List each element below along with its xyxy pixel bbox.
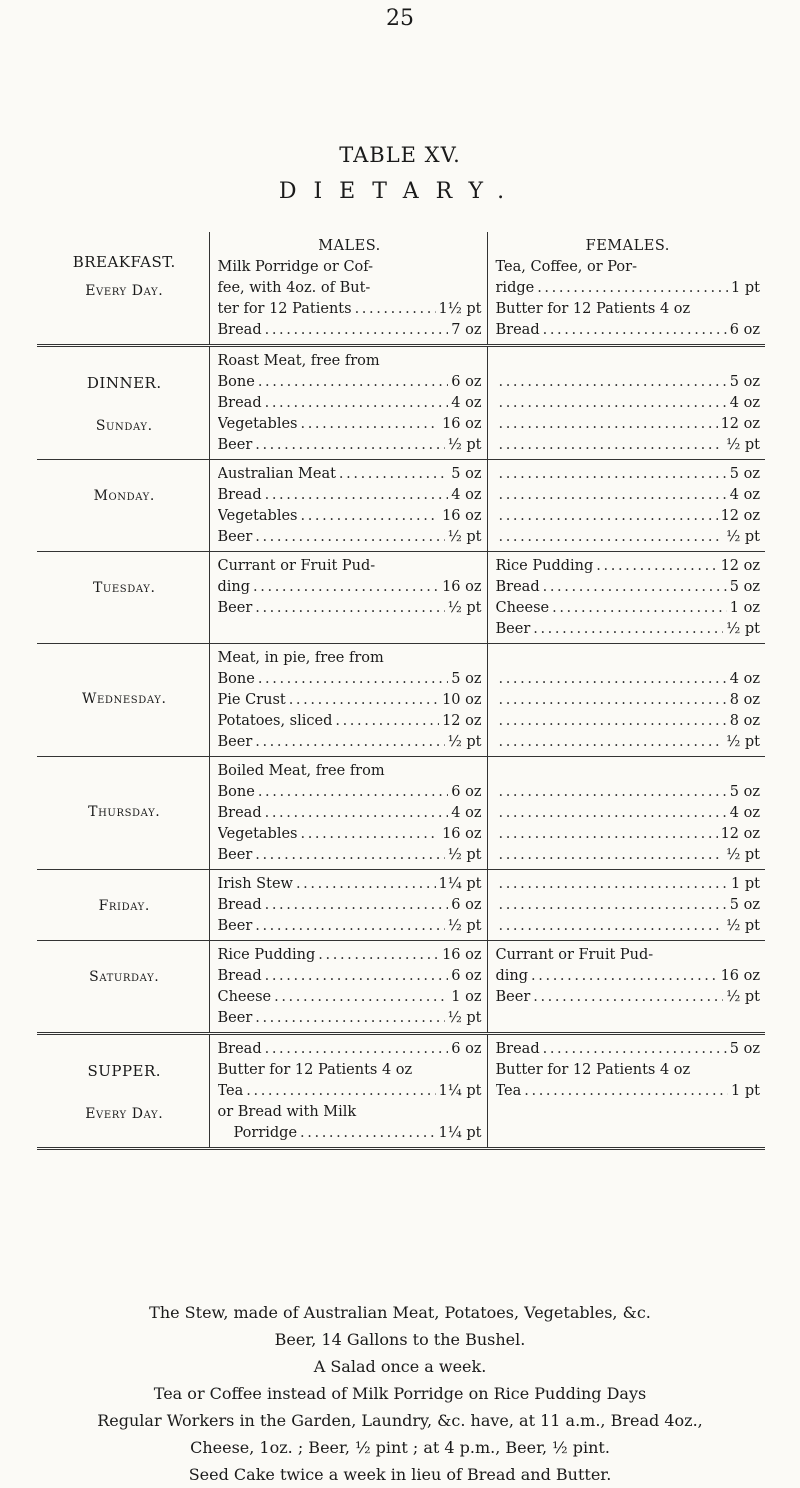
tuesday-males-cell	[209, 552, 487, 644]
footnote: The Stew, made of Australian Meat, Potatoes, Vegetables, &c.	[149, 1303, 651, 1322]
wednesday-males-cell	[209, 644, 487, 757]
dinner-sunday-row	[37, 346, 765, 460]
breakfast-day-cell	[37, 232, 209, 346]
leader-dots	[255, 732, 444, 753]
food-name: Beer	[217, 847, 253, 863]
leader-dots	[543, 1039, 727, 1060]
sunday-females-cell	[487, 346, 765, 460]
leader-dots	[499, 782, 727, 803]
food-qty: ½ pt	[447, 918, 482, 934]
food-item	[496, 464, 761, 485]
leader-dots	[265, 485, 449, 506]
food-item	[218, 485, 482, 506]
food-qty: 1½ pt	[438, 301, 482, 317]
food-qty: 1¼ pt	[438, 876, 482, 892]
food-name: Tea	[495, 1083, 522, 1099]
day-name: Every Day.	[85, 1106, 164, 1122]
food-name: Beer	[495, 989, 531, 1005]
leader-dots	[499, 506, 718, 527]
food-item	[496, 845, 761, 866]
food-name: Cheese	[217, 989, 272, 1005]
leader-dots	[499, 690, 727, 711]
food-qty: 16 oz	[720, 968, 760, 984]
food-name: Rice Pudding	[217, 947, 316, 963]
food-item	[218, 874, 482, 895]
wednesday-day-cell	[37, 644, 209, 757]
food-qty: 1 pt	[731, 1083, 760, 1099]
food-name: Potatoes, sliced	[217, 713, 333, 729]
thursday-day-cell	[37, 757, 209, 870]
food-qty: 6 oz	[451, 374, 482, 390]
food-qty: 16 oz	[442, 947, 482, 963]
food-item	[218, 598, 482, 619]
leader-dots	[265, 803, 449, 824]
food-line: Currant or Fruit Pud-	[495, 947, 654, 963]
food-name: Bread	[495, 322, 540, 338]
food-qty: 8 oz	[729, 692, 760, 708]
food-name: Beer	[217, 437, 253, 453]
sunday-males-cell	[209, 346, 487, 460]
leader-dots	[265, 895, 449, 916]
leader-dots	[255, 527, 444, 548]
leader-dots	[255, 845, 444, 866]
food-name: Bone	[217, 671, 255, 687]
leader-dots	[289, 690, 439, 711]
dinner-tuesday-row	[37, 552, 765, 644]
day-name: Tuesday.	[92, 580, 156, 596]
leader-dots	[499, 372, 727, 393]
food-line: Butter for 12 Patients 4 oz	[217, 1062, 413, 1078]
leader-dots	[255, 1008, 444, 1029]
meal-name: BREAKFAST.	[72, 253, 176, 271]
food-qty: 1¼ pt	[438, 1083, 482, 1099]
leader-dots	[499, 464, 727, 485]
food-item	[218, 393, 482, 414]
leader-dots	[339, 464, 448, 485]
leader-dots	[543, 320, 727, 341]
table-subtitle: DIETARY.	[278, 179, 522, 204]
food-name: Australian Meat	[217, 466, 336, 482]
food-item	[496, 619, 761, 640]
food-item	[496, 372, 761, 393]
tuesday-day-cell	[37, 552, 209, 644]
food-item	[218, 1123, 482, 1144]
dinner-wednesday-row	[37, 644, 765, 757]
monday-day-cell	[37, 460, 209, 552]
food-name: Bread	[495, 1041, 540, 1057]
food-item	[496, 669, 761, 690]
friday-females-cell	[487, 870, 765, 941]
food-qty: ½ pt	[726, 621, 760, 637]
food-qty: 5 oz	[729, 579, 760, 595]
leader-dots	[499, 916, 724, 937]
food-qty: ½ pt	[726, 437, 760, 453]
food-item	[218, 414, 482, 435]
food-qty: 1 pt	[731, 280, 760, 296]
food-item	[218, 577, 482, 598]
food-qty: 6 oz	[451, 968, 482, 984]
leader-dots	[255, 435, 444, 456]
food-name: Rice Pudding	[495, 558, 594, 574]
day-name: Thursday.	[88, 804, 161, 820]
food-item	[218, 803, 482, 824]
food-line: Butter for 12 Patients 4 oz	[495, 1062, 691, 1078]
food-qty: ½ pt	[447, 734, 482, 750]
food-item	[218, 966, 482, 987]
food-name: Porridge	[233, 1125, 298, 1141]
food-item	[218, 987, 482, 1008]
leader-dots	[524, 1081, 728, 1102]
meal-name: SUPPER.	[87, 1062, 162, 1080]
food-qty: ½ pt	[447, 1010, 482, 1026]
food-item	[496, 414, 761, 435]
footnote: Beer, 14 Gallons to the Bushel.	[274, 1330, 526, 1349]
food-qty: 5 oz	[451, 466, 482, 482]
leader-dots	[265, 1039, 449, 1060]
page-number: 25	[386, 6, 414, 31]
food-name: Bread	[217, 805, 262, 821]
food-name: Bread	[217, 1041, 262, 1057]
wednesday-females-cell	[487, 644, 765, 757]
monday-females-cell	[487, 460, 765, 552]
food-item	[218, 845, 482, 866]
food-item	[218, 690, 482, 711]
leader-dots	[258, 669, 448, 690]
food-qty: 10 oz	[442, 692, 482, 708]
leader-dots	[255, 598, 444, 619]
food-item	[218, 782, 482, 803]
food-item	[496, 711, 761, 732]
food-item	[496, 782, 761, 803]
leader-dots	[258, 782, 448, 803]
day-name: Monday.	[93, 488, 155, 504]
food-name: Beer	[217, 529, 253, 545]
food-item	[218, 1081, 482, 1102]
food-qty: 12 oz	[720, 826, 760, 842]
leader-dots	[543, 577, 727, 598]
food-name: Bread	[217, 487, 262, 503]
leader-dots	[265, 320, 449, 341]
leader-dots	[499, 895, 727, 916]
footnote: Regular Workers in the Garden, Laundry, &c. have, at 11 a.m., Bread 4oz.,	[97, 1411, 703, 1430]
sunday-day-cell	[37, 346, 209, 460]
food-name: Bread	[217, 395, 262, 411]
friday-day-cell	[37, 870, 209, 941]
food-qty: 4 oz	[729, 487, 760, 503]
food-item	[496, 556, 761, 577]
food-name: Bread	[217, 897, 262, 913]
day-name: Wednesday.	[82, 691, 167, 707]
friday-males-cell	[209, 870, 487, 941]
food-name: Bread	[217, 968, 262, 984]
food-item	[496, 874, 761, 895]
leader-dots	[537, 278, 728, 299]
food-name: ding	[495, 968, 529, 984]
food-qty: ½ pt	[726, 918, 760, 934]
food-item	[218, 299, 482, 320]
food-name: ding	[217, 579, 251, 595]
leader-dots	[499, 435, 724, 456]
leader-dots	[596, 556, 717, 577]
food-name: Vegetables	[217, 508, 298, 524]
food-qty: 4 oz	[451, 805, 482, 821]
males-heading: MALES.	[318, 238, 381, 254]
leader-dots	[533, 619, 723, 640]
food-qty: 4 oz	[729, 395, 760, 411]
food-line: Milk Porridge or Cof-	[217, 259, 374, 275]
food-qty: 1 oz	[729, 600, 760, 616]
food-qty: 6 oz	[729, 322, 760, 338]
food-qty: ½ pt	[726, 529, 760, 545]
food-line: Meat, in pie, free from	[217, 650, 384, 666]
food-item	[496, 393, 761, 414]
food-item	[496, 1081, 761, 1102]
meal-name: DINNER.	[86, 374, 162, 392]
food-item	[218, 1039, 482, 1060]
leader-dots	[300, 1123, 435, 1144]
dinner-saturday-row	[37, 941, 765, 1034]
food-item	[218, 435, 482, 456]
leader-dots	[499, 414, 718, 435]
food-qty: 16 oz	[442, 579, 482, 595]
food-item	[218, 824, 482, 845]
food-name: Beer	[217, 600, 253, 616]
leader-dots	[552, 598, 727, 619]
food-qty: ½ pt	[726, 847, 760, 863]
food-qty: 16 oz	[442, 826, 482, 842]
breakfast-males-cell	[209, 232, 487, 346]
food-qty: 12 oz	[720, 416, 760, 432]
leader-dots	[499, 803, 727, 824]
leader-dots	[265, 393, 449, 414]
food-item	[218, 372, 482, 393]
food-line: Tea, Coffee, or Por-	[495, 259, 637, 275]
footnote: Cheese, 1oz. ; Beer, ½ pint ; at 4 p.m., Beer, ½ pint.	[190, 1438, 610, 1457]
thursday-females-cell	[487, 757, 765, 870]
food-name: Cheese	[495, 600, 550, 616]
food-line: Currant or Fruit Pud-	[217, 558, 376, 574]
saturday-day-cell	[37, 941, 209, 1034]
food-qty: 16 oz	[442, 416, 482, 432]
food-line: or Bread with Milk	[217, 1104, 357, 1120]
food-qty: ½ pt	[447, 437, 482, 453]
food-qty: ½ pt	[447, 847, 482, 863]
food-qty: 1 oz	[451, 989, 482, 1005]
leader-dots	[531, 966, 718, 987]
food-item	[496, 485, 761, 506]
food-item	[496, 598, 761, 619]
food-item	[496, 966, 761, 987]
food-name: Beer	[217, 1010, 253, 1026]
food-item	[496, 435, 761, 456]
food-qty: 6 oz	[451, 784, 482, 800]
leader-dots	[335, 711, 439, 732]
food-item	[496, 803, 761, 824]
food-qty: ½ pt	[447, 529, 482, 545]
food-qty: 12 oz	[720, 558, 760, 574]
supper-row	[37, 1034, 765, 1149]
food-item	[496, 577, 761, 598]
footnote: Seed Cake twice a week in lieu of Bread and Butter.	[188, 1465, 612, 1484]
food-qty: ½ pt	[447, 600, 482, 616]
breakfast-row	[37, 232, 765, 346]
supper-day-cell	[37, 1034, 209, 1149]
day-name: Sunday.	[95, 418, 153, 434]
tuesday-females-cell	[487, 552, 765, 644]
leader-dots	[301, 824, 440, 845]
food-name: Beer	[217, 734, 253, 750]
leader-dots	[265, 966, 449, 987]
food-qty: ½ pt	[726, 989, 760, 1005]
table-title: TABLE XV.	[339, 143, 461, 167]
food-qty: 5 oz	[729, 1041, 760, 1057]
food-qty: 5 oz	[729, 784, 760, 800]
food-item	[218, 1008, 482, 1029]
food-item	[496, 690, 761, 711]
leader-dots	[499, 669, 727, 690]
food-item	[496, 895, 761, 916]
food-qty: 7 oz	[451, 322, 482, 338]
food-item	[496, 527, 761, 548]
food-item	[496, 506, 761, 527]
food-item	[496, 732, 761, 753]
food-name: Beer	[495, 621, 531, 637]
food-qty: 1 pt	[731, 876, 760, 892]
food-name: Tea	[217, 1083, 244, 1099]
food-qty: 5 oz	[729, 466, 760, 482]
leader-dots	[499, 393, 727, 414]
food-name: Bread	[217, 322, 262, 338]
leader-dots	[255, 916, 444, 937]
leader-dots	[301, 414, 440, 435]
food-name: Bone	[217, 784, 255, 800]
saturday-males-cell	[209, 941, 487, 1034]
food-qty: 16 oz	[442, 508, 482, 524]
leader-dots	[499, 732, 724, 753]
food-item	[218, 669, 482, 690]
leader-dots	[355, 299, 436, 320]
food-qty: 4 oz	[451, 487, 482, 503]
food-name: Pie Crust	[217, 692, 286, 708]
food-name: ter for 12 Patients	[217, 301, 352, 317]
leader-dots	[499, 711, 727, 732]
leader-dots	[246, 1081, 435, 1102]
food-qty: 6 oz	[451, 897, 482, 913]
leader-dots	[499, 845, 724, 866]
breakfast-females-cell	[487, 232, 765, 346]
food-item	[218, 506, 482, 527]
dinner-monday-row	[37, 460, 765, 552]
food-item	[218, 945, 482, 966]
leader-dots	[253, 577, 439, 598]
footnote: Tea or Coffee instead of Milk Porridge on Rice Pudding Days	[153, 1384, 647, 1403]
supper-females-cell	[487, 1034, 765, 1149]
food-item	[218, 711, 482, 732]
dinner-friday-row	[37, 870, 765, 941]
food-item	[496, 824, 761, 845]
food-item	[496, 1039, 761, 1060]
food-line: Boiled Meat, free from	[217, 763, 385, 779]
food-item	[218, 895, 482, 916]
food-item	[496, 987, 761, 1008]
food-qty: 12 oz	[720, 508, 760, 524]
supper-males-cell	[209, 1034, 487, 1149]
food-qty: 4 oz	[729, 805, 760, 821]
thursday-males-cell	[209, 757, 487, 870]
food-item	[218, 916, 482, 937]
food-name: ridge	[495, 280, 535, 296]
food-line: Butter for 12 Patients 4 oz	[495, 301, 691, 317]
food-name: Vegetables	[217, 416, 298, 432]
leader-dots	[318, 945, 439, 966]
leader-dots	[274, 987, 448, 1008]
leader-dots	[258, 372, 448, 393]
food-qty: 5 oz	[729, 897, 760, 913]
food-item	[218, 320, 482, 341]
day-name: Saturday.	[89, 969, 160, 985]
food-item	[496, 278, 761, 299]
food-qty: 1¼ pt	[438, 1125, 482, 1141]
day-name: Friday.	[98, 898, 150, 914]
food-item	[218, 527, 482, 548]
food-item	[218, 464, 482, 485]
saturday-females-cell	[487, 941, 765, 1034]
food-qty: 5 oz	[451, 671, 482, 687]
food-qty: 6 oz	[451, 1041, 482, 1057]
leader-dots	[499, 485, 727, 506]
food-name: Bone	[217, 374, 255, 390]
leader-dots	[296, 874, 436, 895]
monday-males-cell	[209, 460, 487, 552]
footnotes	[20, 1299, 780, 1488]
food-qty: 8 oz	[729, 713, 760, 729]
leader-dots	[499, 874, 729, 895]
food-item	[496, 320, 761, 341]
food-name: Bread	[495, 579, 540, 595]
leader-dots	[499, 824, 718, 845]
food-qty: 12 oz	[442, 713, 482, 729]
females-heading: FEMALES.	[585, 238, 670, 254]
food-name: Irish Stew	[217, 876, 293, 892]
day-name: Every Day.	[85, 283, 164, 299]
food-line: Roast Meat, free from	[217, 353, 380, 369]
leader-dots	[499, 527, 724, 548]
leader-dots	[301, 506, 440, 527]
food-item	[218, 732, 482, 753]
food-name: Beer	[217, 918, 253, 934]
footnote: A Salad once a week.	[313, 1357, 487, 1376]
dietary-table	[37, 232, 765, 1150]
food-qty: 4 oz	[451, 395, 482, 411]
food-name: Vegetables	[217, 826, 298, 842]
food-qty: 5 oz	[729, 374, 760, 390]
food-line: fee, with 4oz. of But-	[217, 280, 371, 296]
food-item	[496, 916, 761, 937]
food-qty: 4 oz	[729, 671, 760, 687]
food-qty: ½ pt	[726, 734, 760, 750]
leader-dots	[533, 987, 723, 1008]
dinner-thursday-row	[37, 757, 765, 870]
